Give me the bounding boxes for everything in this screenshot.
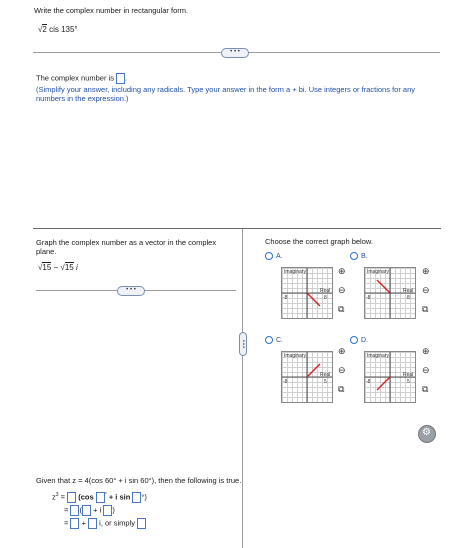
real-axis-label: Real (320, 372, 331, 378)
zoom-out-icon[interactable]: ⊖ (338, 285, 346, 295)
real-axis-label: Real (403, 372, 414, 378)
sqrt-symbol: √ (38, 25, 43, 34)
popout-icon[interactable]: ⧉ (422, 384, 429, 394)
zoom-in-icon[interactable]: ⊕ (422, 346, 430, 356)
zoom-out-icon[interactable]: ⊖ (338, 365, 346, 375)
q3-exponent: 3 (55, 492, 59, 498)
q1-answer-input[interactable] (116, 73, 128, 84)
tick-pos: 5 (407, 379, 410, 385)
real-axis-label: Real (403, 288, 414, 294)
imag-axis-label: Imaginary (367, 269, 389, 275)
expand-button[interactable]: • • • (221, 48, 249, 58)
q3-cos-angle-input[interactable] (96, 492, 105, 503)
q2-radicand-2: 15 (64, 263, 74, 272)
q3-simplified-input[interactable] (137, 518, 146, 529)
graph-d (364, 351, 416, 403)
tick-neg: -8 (283, 379, 288, 385)
q2-imag-unit: i (73, 263, 78, 272)
radio-b[interactable] (350, 252, 358, 260)
q1-cis: cis 135° (49, 25, 78, 34)
vector-a (307, 293, 320, 306)
q3-factor-input[interactable] (70, 505, 79, 516)
q3-deg: ° (104, 492, 107, 498)
q3-imag-part-input[interactable] (103, 505, 112, 516)
pane-splitter (242, 229, 243, 548)
q3-cos: (cos (78, 492, 94, 502)
q3-eq: = (60, 492, 66, 502)
popout-icon[interactable]: ⧉ (422, 304, 429, 314)
graph-a (281, 267, 333, 319)
q1-answer-line (36, 73, 127, 84)
option-c[interactable] (265, 336, 283, 344)
sqrt-symbol: √ (38, 263, 43, 272)
q3-eq: = (64, 505, 69, 515)
imag-axis-label: Imaginary (284, 353, 306, 359)
option-a[interactable] (265, 252, 283, 260)
q3-plus: + (81, 518, 86, 528)
option-d[interactable] (350, 336, 368, 344)
q3-z: z (52, 492, 56, 502)
splitter-handle[interactable]: • • • (239, 332, 247, 356)
tick-pos: 5 (324, 379, 327, 385)
tick-neg: -8 (366, 295, 371, 301)
sqrt-symbol: √ (60, 263, 65, 272)
tick-pos: 8 (407, 295, 410, 301)
q3-final-imag-input[interactable] (88, 518, 97, 529)
q1-prompt: Write the complex number in rectangular form. (34, 6, 189, 15)
graph-b (364, 267, 416, 319)
q3-line-2: = ( + i ) (64, 505, 115, 515)
q3-line-3 (64, 518, 146, 529)
vector-d (377, 377, 390, 390)
tick-neg: -8 (366, 379, 371, 385)
q3-plus-i: + i (93, 505, 102, 515)
q2-prompt: Graph the complex number as a vector in the complex plane. (36, 238, 217, 256)
radio-c[interactable] (265, 336, 273, 344)
option-b-label: B. (361, 252, 368, 260)
expand-button[interactable]: • • • (117, 286, 145, 296)
settings-button[interactable] (418, 425, 436, 443)
q2-radicand-1: 15 (42, 263, 52, 272)
imag-axis-label: Imaginary (367, 353, 389, 359)
q2-minus: − (51, 263, 61, 272)
tick-neg: -8 (283, 295, 288, 301)
option-c-label: C. (276, 336, 283, 344)
option-a-label: A. (276, 252, 283, 260)
q2-expression (38, 263, 78, 272)
zoom-out-icon[interactable]: ⊖ (422, 285, 430, 295)
vector-b (377, 280, 390, 293)
q1-answer-lead: The complex number is (36, 73, 114, 83)
zoom-in-icon[interactable]: ⊕ (422, 266, 430, 276)
section-divider (33, 228, 441, 229)
graph-c (281, 351, 333, 403)
q3-line-1 (52, 491, 147, 503)
popout-icon[interactable]: ⧉ (338, 384, 345, 394)
zoom-out-icon[interactable]: ⊖ (422, 365, 430, 375)
q3-eq: = (64, 518, 69, 528)
popout-icon[interactable]: ⧉ (338, 304, 345, 314)
gear-icon: ⚙ (422, 427, 431, 438)
q3-isin: + i sin (108, 492, 131, 502)
q1-expression (38, 25, 78, 34)
q3-final-real-input[interactable] (70, 518, 79, 529)
real-axis-label: Real (320, 288, 331, 294)
q2-choose-text: Choose the correct graph below. (265, 237, 373, 246)
q1-answer-end: . (125, 73, 128, 83)
q3-or-simply: i, or simply (99, 518, 135, 528)
q1-radicand: 2 (42, 25, 47, 34)
tick-pos: 8 (324, 295, 327, 301)
radio-d[interactable] (350, 336, 358, 344)
option-b[interactable] (350, 252, 368, 260)
radio-a[interactable] (265, 252, 273, 260)
zoom-in-icon[interactable]: ⊕ (338, 346, 346, 356)
q1-instruction: (Simplify your answer, including any radicals. Type your answer in the form a + bi. Use integers or fractions for any numbers in the expression.) (36, 85, 415, 103)
q3-close: °) (141, 492, 147, 502)
q3-modulus-input[interactable] (67, 492, 76, 503)
zoom-in-icon[interactable]: ⊕ (338, 266, 346, 276)
q3-given: Given that z = 4(cos 60° + i sin 60°), then the following is true. (36, 476, 242, 485)
vector-c (307, 364, 320, 377)
option-d-label: D. (361, 336, 368, 344)
imag-axis-label: Imaginary (284, 269, 306, 275)
q3-real-part-input[interactable] (82, 505, 91, 516)
